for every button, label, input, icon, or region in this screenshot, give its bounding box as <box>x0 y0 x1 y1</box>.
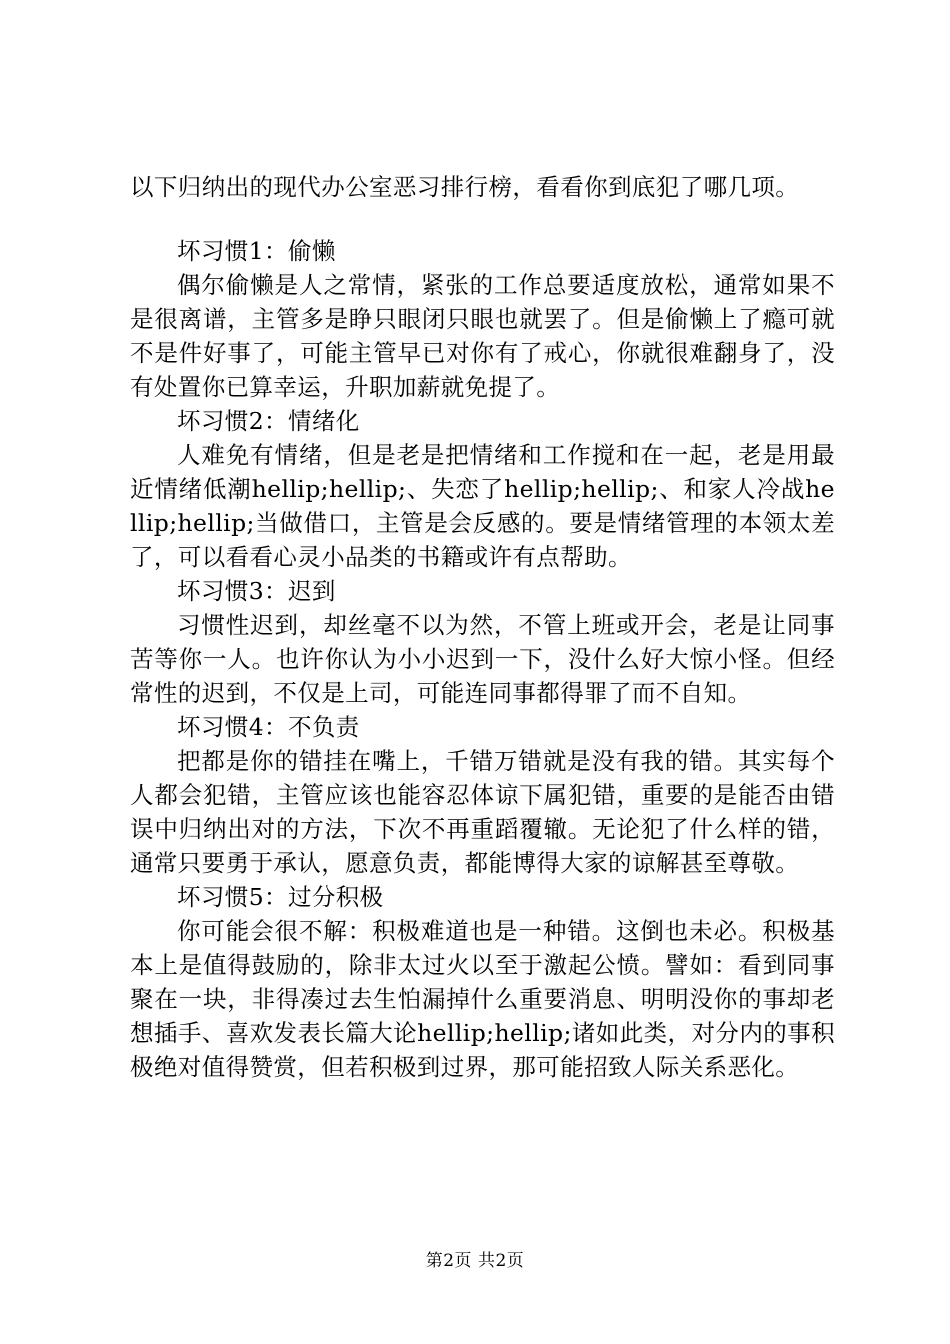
section-paragraph: 你可能会很不解：积极难道也是一种错。这倒也未必。积极基本上是值得鼓励的，除非太过火以至于激起公愤。譬如：看到同事聚在一块，非得凑过去生怕漏掉什么重要消息、明明没你的事却老想插手、喜欢发表长篇大论hellip;hellip;诸如此类，对分内的事积极绝对值得赞赏，但若积极到过界，那可能招致人际关系恶化。 <box>130 917 835 1081</box>
section-5 <box>130 880 835 1084</box>
section-2 <box>130 404 835 574</box>
section-heading: 坏习惯2：情绪化 <box>177 407 360 435</box>
section-4 <box>130 710 835 880</box>
section-heading: 坏习惯5：过分积极 <box>177 883 384 911</box>
document-body <box>130 170 835 1084</box>
section-paragraph: 习惯性迟到，却丝毫不以为然，不管上班或开会，老是让同事苦等你一人。也许你认为小小迟到一下，没什么好大惊小怪。但经常性的迟到，不仅是上司，可能连同事都得罪了而不自知。 <box>130 611 835 707</box>
section-1 <box>130 234 835 404</box>
section-heading: 坏习惯4：不负责 <box>177 713 360 741</box>
section-3 <box>130 574 835 710</box>
section-paragraph: 人难免有情绪，但是老是把情绪和工作搅和在一起，老是用最近情绪低潮hellip;hellip;、失恋了hellip;hellip;、和家人冷战hellip;hellip;当做借口，主管是会反感的。要是情绪管理的本领太差了，可以看看心灵小品类的书籍或许有点帮助。 <box>130 441 835 571</box>
intro-paragraph: 以下归纳出的现代办公室恶习排行榜，看看你到底犯了哪几项。 <box>130 173 800 201</box>
section-paragraph: 偶尔偷懒是人之常情，紧张的工作总要适度放松，通常如果不是很离谱，主管多是睁只眼闭只眼也就罢了。但是偷懒上了瘾可就不是件好事了，可能主管早已对你有了戒心，你就很难翻身了，没有处置你已算幸运，升职加薪就免提了。 <box>130 271 835 401</box>
section-heading: 坏习惯3：迟到 <box>177 577 336 605</box>
section-heading: 坏习惯1：偷懒 <box>177 237 336 265</box>
section-paragraph: 把都是你的错挂在嘴上，千错万错就是没有我的错。其实每个人都会犯错，主管应该也能容忍体谅下属犯错，重要的是能否由错误中归纳出对的方法，下次不再重蹈覆辙。无论犯了什么样的错，通常只要勇于承认，愿意负责，都能博得大家的谅解甚至尊敬。 <box>130 747 835 877</box>
page-number-footer: 第2页 共2页 <box>425 1251 525 1271</box>
